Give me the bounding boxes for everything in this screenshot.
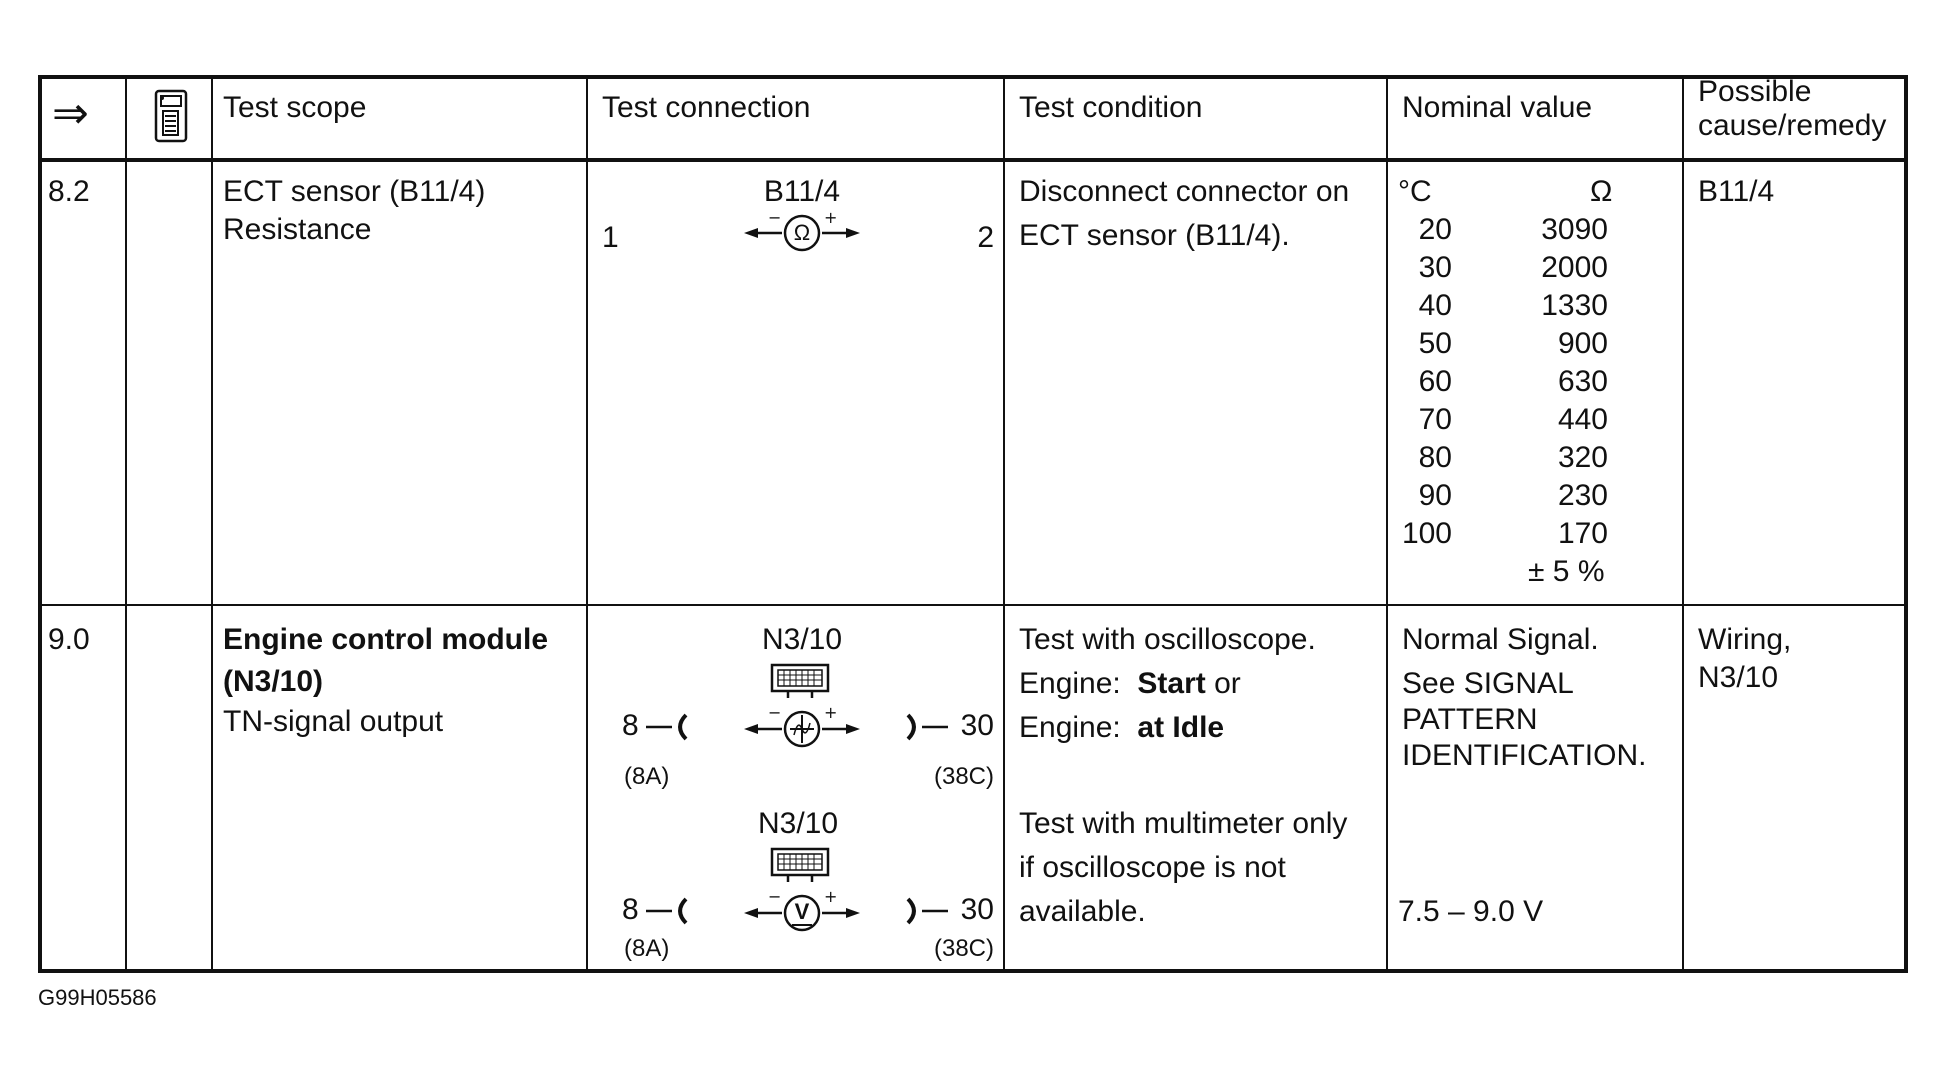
row2-cond-1: Test with oscilloscope. xyxy=(1019,623,1316,656)
row2-cond-5: if oscilloscope is not xyxy=(1019,851,1286,884)
header-test-connection: Test connection xyxy=(602,91,811,124)
header-nominal-value: Nominal value xyxy=(1402,91,1593,124)
header-divider xyxy=(42,158,1904,162)
row1-condition-1: Disconnect connector on xyxy=(1019,175,1350,208)
row1-tolerance: ± 5 % xyxy=(1528,555,1605,588)
row2-pin-right-sub-1: (38C) xyxy=(933,763,994,790)
svg-text:−: − xyxy=(768,209,782,227)
row2-scope-3: TN-signal output xyxy=(223,705,444,738)
temp-value: 50 xyxy=(1418,327,1452,360)
resistance-value: 1330 xyxy=(1541,289,1608,322)
temp-value: 100 xyxy=(1401,517,1452,550)
row2-pin-left-sub-2: (8A) xyxy=(624,935,670,962)
temp-value: 90 xyxy=(1418,479,1452,512)
row1-scope-2: Resistance xyxy=(223,213,372,246)
row2-pin-right-1: 30 xyxy=(960,709,994,742)
row2-cond-6: available. xyxy=(1019,895,1146,928)
header-possible-cause-1: Possible xyxy=(1698,75,1812,108)
plug-left-icon xyxy=(642,893,692,927)
figure-id: G99H05586 xyxy=(38,985,157,1010)
col-divider xyxy=(1386,79,1388,969)
tester-device-icon xyxy=(152,89,192,145)
row1-condition-2: ECT sensor (B11/4). xyxy=(1019,219,1290,252)
svg-text:+: + xyxy=(824,887,838,906)
row1-scope-1: ECT sensor (B11/4) xyxy=(223,175,486,208)
row2-step: 9.0 xyxy=(48,623,90,656)
row-divider xyxy=(42,604,1904,606)
col-divider xyxy=(1003,79,1005,969)
row2-cond-3: Engine: at Idle xyxy=(1019,711,1225,744)
row1-step: 8.2 xyxy=(48,175,90,208)
row2-pin-right-2: 30 xyxy=(960,893,994,926)
row2-connector-label-1: N3/10 xyxy=(761,623,843,656)
row2-cause-2: N3/10 xyxy=(1698,661,1779,694)
row1-pin-left: 1 xyxy=(602,221,619,254)
voltmeter-symbol: V xyxy=(794,899,810,924)
row2-pin-left-1: 8 xyxy=(622,709,639,742)
row1-unit-res: Ω xyxy=(1590,175,1613,208)
resistance-value: 230 xyxy=(1557,479,1608,512)
row1-cause: B11/4 xyxy=(1698,175,1775,208)
col-divider xyxy=(211,79,213,969)
resistance-value: 900 xyxy=(1557,327,1608,360)
row2-cond-2: Engine: Start or xyxy=(1019,667,1241,700)
row2-nominal-4: IDENTIFICATION. xyxy=(1402,739,1647,772)
temp-value: 20 xyxy=(1418,213,1452,246)
row2-cause-1: Wiring, xyxy=(1698,623,1792,656)
row2-nominal-voltage: 7.5 – 9.0 V xyxy=(1398,895,1544,928)
ecu-connector-icon xyxy=(768,847,832,885)
row2-pin-left-2: 8 xyxy=(622,893,639,926)
row2-nominal-2: See SIGNAL xyxy=(1402,667,1574,700)
row2-cond-4: Test with multimeter only xyxy=(1019,807,1348,840)
header-test-condition: Test condition xyxy=(1019,91,1203,124)
col-divider xyxy=(125,79,127,969)
row1-pin-right: 2 xyxy=(977,221,994,254)
temp-value: 40 xyxy=(1418,289,1452,322)
row2-nominal-3: PATTERN xyxy=(1402,703,1538,736)
resistance-value: 320 xyxy=(1557,441,1608,474)
row2-connector-label-2: N3/10 xyxy=(757,807,839,840)
temp-value: 30 xyxy=(1418,251,1452,284)
col-divider xyxy=(1682,79,1684,969)
header-possible-cause-2: cause/remedy xyxy=(1698,109,1887,142)
svg-text:−: − xyxy=(768,703,782,722)
row2-pin-left-sub-1: (8A) xyxy=(624,763,670,790)
svg-text:+: + xyxy=(824,703,838,722)
resistance-value: 3090 xyxy=(1541,213,1608,246)
ecu-connector-icon xyxy=(768,663,832,701)
row2-scope-1: Engine control module xyxy=(223,623,549,656)
row2-scope-2: (N3/10) xyxy=(223,665,324,698)
resistance-value: 440 xyxy=(1557,403,1608,436)
oscilloscope-meter-icon xyxy=(742,701,862,753)
resistance-value: 2000 xyxy=(1541,251,1608,284)
arrow-icon: ⇒ xyxy=(52,89,89,138)
row2-nominal-1: Normal Signal. xyxy=(1402,623,1599,656)
ohmmeter-symbol: Ω xyxy=(793,220,811,245)
resistance-value: 630 xyxy=(1557,365,1608,398)
resistance-value: 170 xyxy=(1557,517,1608,550)
test-table xyxy=(38,75,1908,973)
col-divider xyxy=(586,79,588,969)
temp-value: 60 xyxy=(1418,365,1452,398)
svg-text:−: − xyxy=(768,887,782,906)
row1-unit-temp: °C xyxy=(1398,175,1432,208)
row2-pin-right-sub-2: (38C) xyxy=(933,935,994,962)
header-test-scope: Test scope xyxy=(223,91,367,124)
temp-value: 70 xyxy=(1418,403,1452,436)
plug-left-icon xyxy=(642,709,692,743)
svg-text:+: + xyxy=(824,209,838,227)
temp-value: 80 xyxy=(1418,441,1452,474)
row1-connector-label: B11/4 xyxy=(763,175,841,208)
